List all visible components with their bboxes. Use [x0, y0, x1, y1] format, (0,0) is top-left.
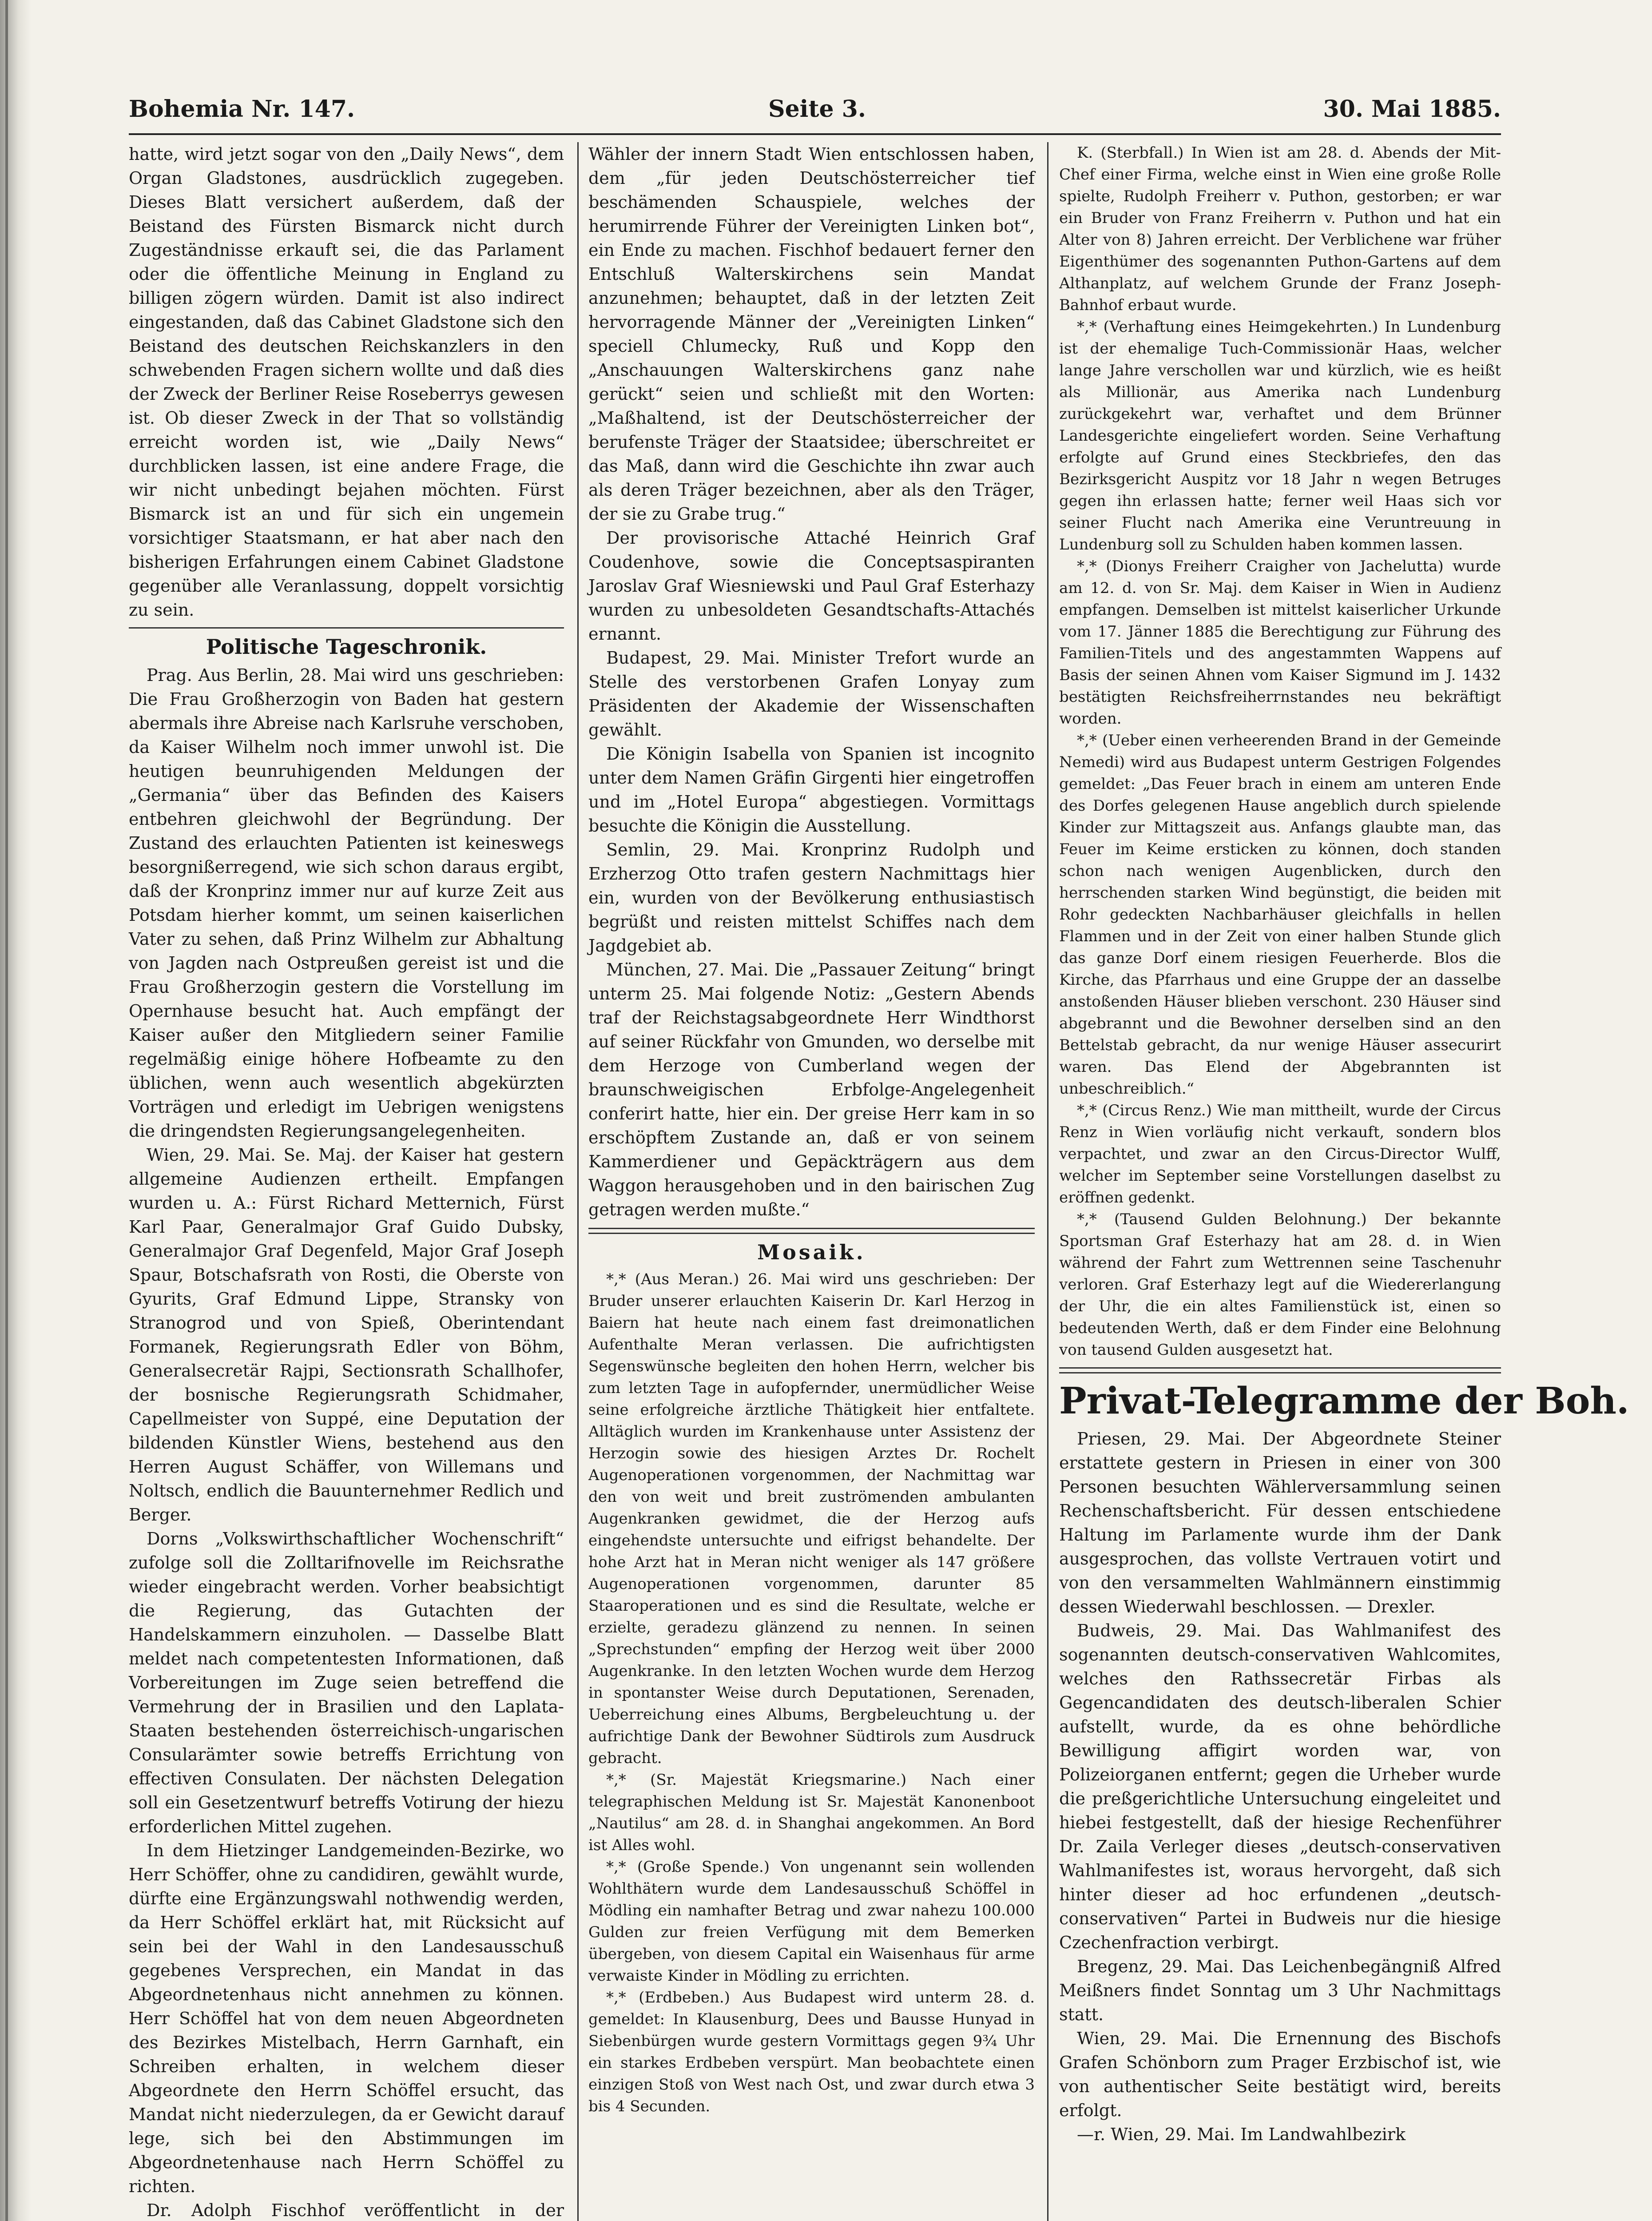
telegram-priesen: Priesen, 29. Mai. Der Abgeordnete Steiner erstattete gestern in Priesen in einer von 300 Personen besuchten Wählerversammlung seinen Rechenschaftsbericht. Für dessen entschiedene Haltung im Parlamente wurde ihm der Dank ausgesprochen, das vollste Vertrauen votirt und von den versammelten Wahlmännern einstimmig dessen Wiederwahl beschlossen. — Drexler.	[1059, 1429, 1501, 1616]
mosaik-brand: *,* (Ueber einen verheerenden Brand in der Gemeinde Nemedi) wird aus Budapest unterm Gestrigen Folgendes gemeldet: „Das Feuer brach in einem am unteren Ende des Dorfes gelegenen Hause angeblich durch spielende Kinder zur Mittagszeit aus. Anfangs glaubte man, das Feuer im Keime ersticken zu können, doch standen schon nach wenigen Augenblicken, durch den herrschenden starken Wind begünstigt, die beiden mit Rohr gedeckten Nachbarhäuser gleichfalls in hellen Flammen und in der Zeit von einer halben Stunde glich das ganze Dorf einem riesigen Feuerherde. Blos die Kirche, das Pfarrhaus und eine Gruppe der an dasselbe anstoßenden Häuser blieben verschont. 230 Häuser sind abgebrannt und die Bewohner derselben sind an den Bettelstab gebracht, da nur wenige Häuser assecurirt waren. Das Elend der Abgebrannten ist unbeschreiblich.“	[1059, 732, 1501, 1098]
mosaik-belohnung: *,* (Tausend Gulden Belohnung.) Der bekannte Sportsman Graf Esterhazy hat am 28. d. in Wien während der Fahrt zum Wettrennen seine Taschenuhr verloren. Graf Esterhazy legt auf die Wiedererlangung der Uhr, die ein altes Familienstück ist, einen so bedeutenden Werth, daß er dem Finder eine Belohnung von tausend Gulden ausgesetzt hat.	[1059, 1210, 1501, 1359]
header-publication: Bohemia Nr. 147.	[129, 96, 355, 123]
section-double-rule	[588, 1228, 1035, 1234]
mosaik-sterbfall: K. (Sterbfall.) In Wien ist am 28. d. Abends der Mit-Chef einer Firma, welche einst in Wien eine große Rolle spielte, Rudolph Freiherr v. Puthon, gestorben; er war ein Bruder von Franz Freiherrn v. Puthon und hat ein Alter von 8) Jahren erreicht. Der Verblichene war früher Eigenthümer des sogenannten Puthon-Gartens auf dem Althanplatz, auf welchem Grunde der Franz Joseph-Bahnhof erbaut wurde.	[1059, 144, 1501, 314]
news-prag: Prag. Aus Berlin, 28. Mai wird uns geschrieben: Die Frau Großherzogin von Baden hat gestern abermals ihre Abreise nach Karlsruhe verschoben, da Kaiser Wilhelm noch immer unwohl ist. Die heutigen beunruhigenden Meldungen der „Germania“ über das Befinden des Kaisers entbehren gleichwohl der Begründung. Der Zustand des erlauchten Patienten ist keineswegs besorgnißerregend, wie sich schon daraus ergibt, daß der Kronprinz immer nur auf kurze Zeit aus Potsdam hierher kommt, um seinen kaiserlichen Vater zu sehen, daß Prinz Wilhelm zur Abhaltung von Jagden nach Ostpreußen gereist ist und die Frau Großherzogin gestern die Vorstellung im Opernhause besucht hat. Auch empfängt der Kaiser außer den Mitgliedern seiner Familie regelmäßig einige höhere Hofbeamte zu den üblichen, wenn auch wesentlich abgekürzten Vorträgen und erledigt im Uebrigen wenigstens die dringendsten Regierungsangelegenheiten.	[129, 665, 564, 1141]
mosaik-circus: *,* (Circus Renz.) Wie man mittheilt, wurde der Circus Renz in Wien vorläufig nicht verkauft, sondern blos verpachtet, und zwar an den Circus-Director Wulff, welcher im September seine Vorstellungen daselbst zu eröffnen gedenkt.	[1059, 1102, 1501, 1206]
news-wien-audiences: Wien, 29. Mai. Se. Maj. der Kaiser hat gestern allgemeine Audienzen ertheilt. Empfangen wurden u. A.: Fürst Richard Metternich, Fürst Karl Paar, Generalmajor Graf Guido Dubsky, Generalmajor Graf Degenfeld, Major Graf Joseph Spaur, Botschafsrath von Rosti, die Oberste von Gyurits, Graf Edmund Lippe, Stransky von Stranogrod und von Spieß, Oberintendant Formanek, Regierungsrath Edler von Böhm, Generalsecretär Rajpi, Sectionsrath Schallhofer, der bosnische Regierungsrath Schidmaher, Capellmeister von Suppé, eine Deputation der bildenden Künstler Wiens, bestehend aus den Herren August Schäffer, von Willemans und Noltsch, endlich die Bauunternehmer Redlich und Berger.	[129, 1145, 564, 1524]
column-rule-2	[1047, 142, 1048, 2221]
mosaik-meran: *,* (Aus Meran.) 26. Mai wird uns geschrieben: Der Bruder unserer erlauchten Kaiserin Dr. Karl Herzog in Baiern hat heute nach einem fast dreimonatlichen Aufenthalte Meran verlassen. Die aufrichtigsten Segenswünsche begleiten den hohen Herrn, welcher bis zum letzten Tage in aufopfernder, unermüdlicher Weise seine erfolgreiche ärztliche Thätigkeit hier entfaltete. Alltäglich wurden im Krankenhause unter Assistenz der Herzogin sowie des hiesigen Arztes Dr. Rochelt Augenoperationen vorgenommen, der Nachmittag war den von weit und breit zuströmenden ambulanten Augenkranken gewidmet, die der Herzog aufs eingehendste untersuchte und eifrigst behandelte. Der hohe Arzt hat in Meran nicht weniger als 147 größere Augenoperationen vorgenommen, darunter 85 Staaroperationen und es sind die Resultate, welche er erzielte, geradezu glänzend zu nennen. In seinen „Sprechstunden“ empfing der Herzog weit über 2000 Augenkranke. In den letzten Wochen wurde dem Herzog in spontanster Weise durch Deputationen, Serenaden, Ueberreichung eines Albums, Bergbeleuchtung u. der aufrichtige Dank der Bewohner Südtirols zum Ausdruck gebracht.	[588, 1270, 1035, 1767]
header-page-number: Seite 3.	[768, 96, 866, 123]
news-muenchen: München, 27. Mai. Die „Passauer Zeitung“ bringt unterm 25. Mai folgende Notiz: „Gestern Abends traf der Reichstagsabgeordnete Herr Windthorst auf seiner Rückfahr von Gmunden, wo derselbe mit dem Herzoge von Cumberland wegen der braunschweigischen Erbfolge-Angelegenheit conferirt hatte, hier ein. Der greise Herr kam in so erschöpftem Zustande an, daß er von seinem Kammerdiener und Gepäckträgern aus dem Waggon herausgehoben und in den bairischen Zug getragen werden mußte.“	[588, 960, 1035, 1219]
mosaik-spende: *,* (Große Spende.) Von ungenannt sein wollenden Wohlthätern wurde dem Landesausschuß Schöffel in Mödling ein namhafter Betrag und zwar nahezu 100.000 Gulden zur freien Verfügung mit dem Bemerken übergeben, von diesem Capital ein Waisenhaus für arme verwaiste Kinder in Mödling zu errichten.	[588, 1858, 1035, 1985]
telegram-wien-schoenborn: Wien, 29. Mai. Die Ernennung des Bischofs Grafen Schönborn zum Prager Erzbischof ist, wie von authentischer Seite bestätigt wird, bereits erfolgt.	[1059, 2029, 1501, 2120]
mosaik-verhaftung: *,* (Verhaftung eines Heimgekehrten.) In Lundenburg ist der ehemalige Tuch-Commissionär Haas, welcher lange Jahre verschollen war und kürzlich, wie es heißt als Millionär, aus Amerika nach Lundenburg zurückgekehrt war, verhaftet und dem Brünner Landesgerichte eingeliefert worden. Seine Verhaftung erfolgte auf Grund eines Steckbriefes, den das Bezirksgericht Auspitz vor 18 Jahr n wegen Betruges gegen ihn erlassen hatte; ferner weil Haas sich vor seiner Flucht nach Amerika eine Veruntreuung in Lundenburg soll zu Schulden haben kommen lassen.	[1059, 318, 1501, 553]
page-header	[129, 96, 1501, 135]
column-3	[1059, 142, 1629, 2221]
header-rule	[129, 133, 1501, 135]
news-budapest: Budapest, 29. Mai. Minister Trefort wurde an Stelle des verstorbenen Grafen Lonyay zum Präsidenten der Akademie der Wissenschaften gewählt.	[588, 648, 1035, 740]
section-double-rule-telegrams	[1059, 1367, 1501, 1373]
news-zolltarif: Dorns „Volkswirthschaftlicher Wochenschrift“ zufolge soll die Zolltarifnovelle im Reichsrathe wieder eingebracht werden. Vorher beabsichtigt die Regierung, das Gutachten der Handelskammern einzuholen. — Dasselbe Blatt meldet nach competentesten Informationen, daß Vorbereitungen im Zuge seien betreffend die Vermehrung der in Brasilien und den Laplata-Staaten bestehenden österreichisch-ungarischen Consularämter sowie betreffs Errichtung von effectiven Consulaten. Der nächsten Delegation soll ein Gesetzentwurf betreffs Votirung der hiezu erforderlichen Mittel zugehen.	[129, 1529, 564, 1836]
telegram-budweis: Budweis, 29. Mai. Das Wahlmanifest des sogenannten deutsch-conservativen Wahlcomites, welches den Rathssecretär Firbas als Gegencandidaten des deutsch-liberalen Schier aufstellt, wurde, da es ohne behördliche Bewilligung affigirt worden war, von Polizeiorganen entfernt; gegen die Urheber wurde die preßgerichtliche Untersuchung eingeleitet und hiebei festgestellt, daß der hiesige Rechenführer Dr. Zaila Verleger dieses „deutsch-conservativen Wahlmanifestes ist, woraus hervorgeht, daß sich hinter dieser ad hoc erfundenen „deutsch-conservativen“ Partei in Budweis nur die hiesige Czechenfraction verbirgt.	[1059, 1621, 1501, 1952]
news-fischhof-continued: Wähler der innern Stadt Wien entschlossen haben, dem „für jeden Deutschösterreicher tief beschämenden Schauspiele, welches der herumirrende Führer der Vereinigten Linken bot“, ein Ende zu machen. Fischhof bedauert ferner den Entschluß Walterskirchens sein Mandat anzunehmen; behauptet, daß in der letzten Zeit hervorragende Männer der „Vereinigten Linken“ speciell Chlumecky, Ruß und Kopp den „Anschauungen Walterskirchens ganz nahe gerückt“ seien und schließt mit den Worten: „Maßhaltend, ist der Deutschösterreicher der berufenste Träger der Staatsidee; überschreitet er das Maß, dann wird die Geschichte ihn zwar auch als deren Träger bezeichnen, aber als den Träger, der sie zu Grabe trug.“	[588, 144, 1035, 524]
section-title-mosaik: Mosaik.	[757, 1240, 866, 1264]
news-isabella: Die Königin Isabella von Spanien ist incognito unter dem Namen Gräfin Girgenti hier eingetroffen und im „Hotel Europa“ abgestiegen. Vormittags besuchte die Königin die Ausstellung.	[588, 744, 1035, 836]
telegram-bregenz: Bregenz, 29. Mai. Das Leichenbegängniß Alfred Meißners findet Sonntag um 3 Uhr Nachmittags statt.	[1059, 1957, 1501, 2024]
page-edge-shadow	[0, 0, 31, 2221]
section-rule	[129, 627, 564, 629]
header-date: 30. Mai 1885.	[1323, 96, 1501, 123]
column-rule-1	[577, 142, 579, 2221]
column-2	[588, 142, 1035, 2221]
news-semlin: Semlin, 29. Mai. Kronprinz Rudolph und Erzherzog Otto trafen gestern Nachmittags hier ein, wurden von der Bevölkerung enthusiastisch begrüßt und reisten mittelst Schiffes nach dem Jagdgebiet ab.	[588, 840, 1035, 955]
article-continuation: hatte, wird jetzt sogar von den „Daily News“, dem Organ Gladstones, ausdrücklich zugegeben. Dieses Blatt versichert außerdem, daß der Beistand des Fürsten Bismarck nicht durch Zugeständnisse erkauft sei, die das Parlament oder die öffentliche Meinung in England zu billigen zögern würden. Damit ist also indirect eingestanden, daß das Cabinet Gladstone sich den Beistand des deutschen Reichskanzlers in den schwebenden Fragen sichern wollte und daß dies der Zweck der Berliner Reise Roseberrys gewesen ist. Ob dieser Zweck in der That so vollständig erreicht worden ist, wie „Daily News“ durchblicken lassen, ist eine andere Frage, die wir nicht unbedingt bejahen möchten. Fürst Bismarck ist an und für sich ein ungemein vorsichtiger Staatsmann, er hat aber nach den bisherigen Erfahrungen einem Cabinet Gladstone gegenüber alle Veranlassung, doppelt vorsichtig zu sein.	[129, 144, 564, 620]
column-1	[129, 142, 564, 2221]
news-fischhof: Dr. Adolph Fischhof veröffentlicht in der	[147, 2201, 564, 2220]
news-attaches: Der provisorische Attaché Heinrich Graf Coudenhove, sowie die Conceptsaspiranten Jaroslav Graf Wiesniewski und Paul Graf Esterhazy wurden zu unbesoldeten Gesandtschafts-Attachés ernannt.	[588, 528, 1035, 644]
section-title-politics: Politische Tageschronik.	[206, 635, 487, 659]
binding-spine	[5, 0, 8, 2221]
mosaik-craigher: *,* (Dionys Freiherr Craigher von Jachelutta) wurde am 12. d. von Sr. Maj. dem Kaiser in Wien in Audienz empfangen. Demselben ist mittelst kaiserlicher Urkunde vom 17. Jänner 1885 die Berechtigung zur Führung des Familien-Titels und des angestammten Wappens auf Basis der seinen Ahnen vom Kaiser Sigmund im J. 1432 bestätigten Reichsfreiherrnstandes neu bekräftigt worden.	[1059, 557, 1501, 728]
section-title-telegrams: Privat-Telegramme der Boh.	[1059, 1380, 1629, 1422]
telegram-wien-landwahl: —r. Wien, 29. Mai. Im Landwahlbezirk	[1077, 2125, 1406, 2144]
mosaik-erdbeben: *,* (Erdbeben.) Aus Budapest wird unterm 28. d. gemeldet: In Klausenburg, Dees und Bausse Hunyad in Siebenbürgen wurde gestern Vormittags gegen 9¾ Uhr ein starkes Erdbeben verspürt. Man beobachtete einen einzigen Stoß von West nach Ost, und zwar durch etwa 3 bis 4 Secunden.	[588, 1989, 1035, 2115]
news-hietzing: In dem Hietzinger Landgemeinden-Bezirke, wo Herr Schöffer, ohne zu candidiren, gewählt wurde, dürfte eine Ergänzungswahl nothwendig werden, da Herr Schöffel erklärt hat, mit Rücksicht auf sein bei der Wahl in den Landesausschuß gegebenes Versprechen, ein Mandat in das Abgeordnetenhaus nicht annehmen zu können. Herr Schöffel hat von dem neuen Abgeordneten des Bezirkes Mistelbach, Herrn Garnhaft, ein Schreiben erhalten, in welchem dieser Abgeordnete den Herrn Schöffel ersucht, das Mandat nicht niederzulegen, da er Gewicht darauf lege, sich bei den Abstimmungen im Abgeordnetenhause nach Herrn Schöffel zu richten.	[129, 1841, 564, 2196]
mosaik-kriegsmarine: *,* (Sr. Majestät Kriegsmarine.) Nach einer telegraphischen Meldung ist Sr. Majestät Kanonenboot „Nautilus“ am 28. d. in Shanghai angekommen. An Bord ist Alles wohl.	[588, 1771, 1035, 1854]
